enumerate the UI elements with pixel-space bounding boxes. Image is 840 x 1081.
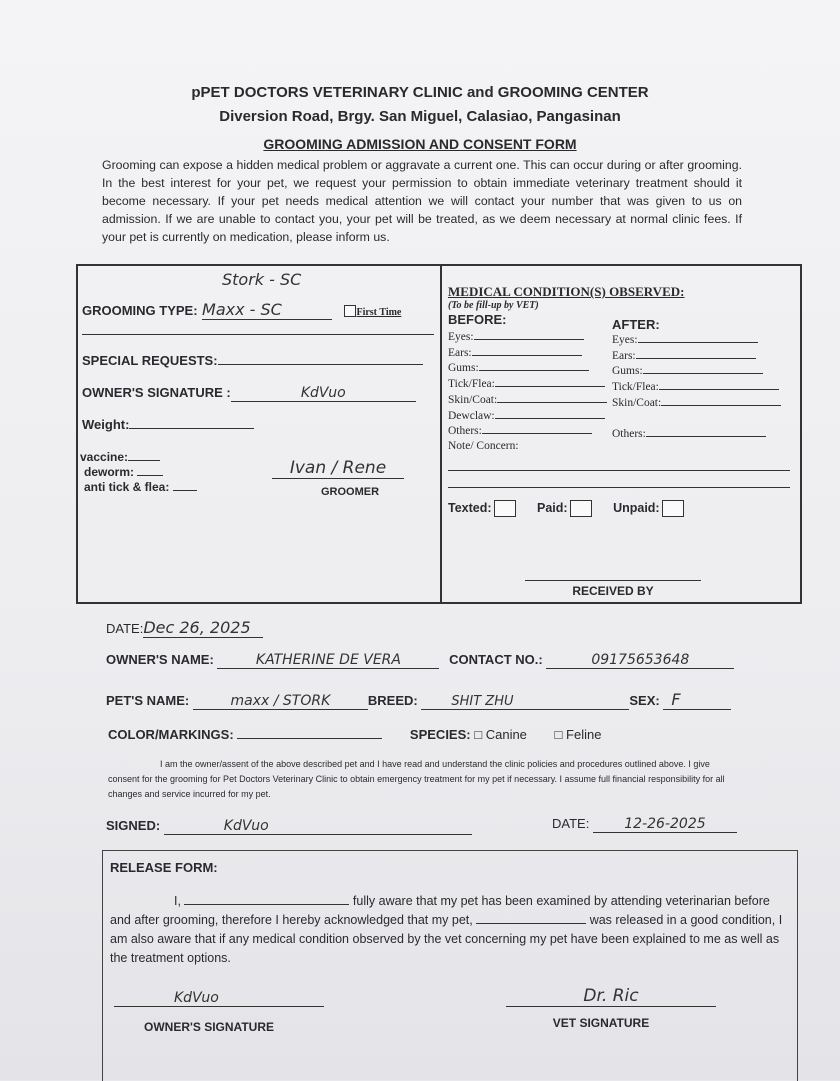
date-label: DATE: [106,621,144,636]
medical-field[interactable] [612,364,781,380]
release-text-1: I, [174,894,181,908]
unpaid-label: Unpaid: [613,500,660,515]
release-pet-name-input[interactable] [476,912,586,924]
medical-field-label: Eyes: [448,331,474,343]
paid-label: Paid: [537,500,568,515]
medical-field[interactable] [612,333,781,349]
color-markings-input[interactable] [237,726,382,739]
release-owner-signature-label: OWNER'S SIGNATURE [144,1020,274,1034]
owner-signature-field[interactable] [82,384,416,402]
medical-field[interactable] [448,377,607,393]
after-fields [612,333,781,443]
release-owner-signature-value: KdVuo [114,990,324,1007]
pet-name-field[interactable] [106,690,731,710]
consent-paragraph: I am the owner/assent of the above described pet and I have read and understand the clinic policies and procedures outlined above. I give consent for the grooming for Pet Doctors Veterinary Clinic to obtain emergency treatment for my pet if necessary. I assume full financial responsibility for all changes and service incurred for my pet. [108,759,725,799]
signed-field[interactable] [106,818,472,835]
texted-checkbox[interactable] [494,500,516,517]
color-species-row [108,726,601,742]
signed-value: KdVuo [164,818,472,835]
date-value: Dec 26, 2025 [143,618,263,638]
note-concern-label: Note/ Concern: [448,440,519,452]
grooming-type-value-1: Stork - SC [222,270,302,289]
medical-field-label: Gums: [612,365,643,378]
grooming-type-label: GROOMING TYPE: [82,303,198,318]
release-paragraph [110,892,790,968]
clinic-address: Diversion Road, Brgy. San Miguel, Calasiao, Pangasinan [219,108,621,125]
box-divider [440,264,442,602]
medical-field[interactable] [448,361,607,377]
groomer-label: GROOMER [320,486,380,498]
before-fields [448,330,607,440]
feline-label: Feline [566,727,602,742]
canine-label: Canine [485,727,527,742]
intro-paragraph: Grooming can expose a hidden medical problem or aggravate a current one. This can occur during or after grooming. In the best interest for your pet, we request your permission to obtain immediate veterinary treatment should it become necessary. If your pet needs medical attention we will contact your number that was given to us on admission. If we are unable to contact you, your pet will be treated, as we deem necessary at normal clinic fees. If your pet is currently on medication, please inform us. [102,158,742,244]
medical-field-label: Others: [612,428,646,441]
medical-field[interactable] [448,393,607,409]
vet-signature-label: VET SIGNATURE [552,1016,650,1030]
feline-checkbox[interactable]: □ [554,727,563,742]
medical-field[interactable] [448,346,607,362]
release-owner-name-input[interactable] [184,893,349,905]
breed-label: BREED: [367,693,418,708]
grooming-type-field[interactable] [82,300,401,320]
medical-field-label: Tick/Flea: [448,378,495,391]
signed-date-value: 12-26-2025 [593,816,737,833]
special-requests-label: SPECIAL REQUESTS: [82,353,218,368]
release-title: RELEASE FORM: [110,860,218,875]
first-time-checkbox[interactable] [344,305,356,317]
date-field[interactable] [106,618,263,638]
vet-signature-value: Dr. Ric [506,986,716,1007]
deworm-label: deworm: [84,465,135,479]
anti-tick-field[interactable] [80,480,197,495]
after-label: AFTER: [612,317,660,332]
species-label: SPECIES: [409,727,471,742]
medical-field-label: Ears: [448,346,472,359]
before-label: BEFORE: [448,312,507,327]
payment-status-row [448,500,684,517]
medical-field[interactable] [612,427,781,443]
signed-date-field[interactable] [552,816,737,833]
contact-label: CONTACT NO.: [449,652,543,667]
owner-name-field[interactable] [106,652,734,669]
unpaid-checkbox[interactable] [662,500,684,517]
medical-field-label: Dewclaw: [448,409,495,422]
release-text-2: fully aware that my pet has been examined by attending veterinarian before and after grooming, therefore I hereby acknowledged that my pet, [110,894,770,927]
vaccine-label: vaccine: [80,450,129,464]
paid-checkbox[interactable] [570,500,592,517]
canine-checkbox[interactable]: □ [474,727,483,742]
release-text-3: was released in a good condition, I am also aware that if any medical condition observed by the vet concerning my pet have been explained to me as well as the treatment options. [110,913,783,965]
form-title: GROOMING ADMISSION AND CONSENT FORM [263,136,577,152]
breed-value: SHIT ZHU [421,694,629,710]
medical-field[interactable] [448,409,607,425]
medical-field[interactable] [448,330,607,346]
weight-field[interactable] [82,416,254,434]
medical-field-label: Tick/Flea: [612,381,659,394]
vaccine-field[interactable] [80,450,197,465]
deworm-field[interactable] [80,465,197,480]
grooming-type-value-2: Maxx - SC [202,300,332,320]
medical-field-label: Others: [448,425,482,438]
medical-field[interactable] [448,424,607,440]
pet-name-value: maxx / STORK [193,693,368,710]
medical-field-label: Skin/Coat: [612,396,662,409]
owner-name-label: OWNER'S NAME: [106,652,214,667]
medical-field[interactable] [612,349,781,365]
special-requests-field[interactable] [82,352,423,370]
groomer-value: Ivan / Rene [272,458,404,479]
received-by-line[interactable] [525,580,701,581]
color-markings-label: COLOR/MARKINGS: [108,727,234,742]
medical-field-label: Gums: [448,362,479,375]
owner-name-value: KATHERINE DE VERA [217,652,439,669]
texted-label: Texted: [448,500,492,515]
sex-value: F [663,690,731,710]
received-by-label: RECEIVED BY [572,584,654,598]
treatments-list [80,450,197,495]
owner-signature-label: OWNER'S SIGNATURE : [82,385,231,400]
signed-label: SIGNED: [106,818,161,833]
medical-field-label: Skin/Coat: [448,393,498,406]
pet-name-label: PET'S NAME: [106,693,190,708]
medical-field[interactable] [612,396,781,412]
medical-field-label: Eyes: [612,334,638,346]
anti-tick-label: anti tick & flea: [84,480,170,494]
weight-label: Weight: [82,417,130,432]
signed-date-label: DATE: [552,816,590,831]
clinic-name: pPET DOCTORS VETERINARY CLINIC and GROOMING CENTER [191,84,649,101]
grooming-extra-line[interactable] [82,334,434,335]
note-line-2[interactable] [448,487,790,488]
first-time-label: First Time [356,307,402,318]
note-line-1[interactable] [448,470,790,471]
medical-field [612,412,781,428]
sex-label: SEX: [629,693,660,708]
medical-field[interactable] [612,380,781,396]
contact-value: 09175653648 [546,652,734,669]
medical-subtitle: (To be fill-up by VET) [448,300,539,311]
owner-signature-value: KdVuo [231,385,416,402]
medical-field-label: Ears: [612,349,636,362]
medical-title: MEDICAL CONDITION(S) OBSERVED: [448,284,685,299]
